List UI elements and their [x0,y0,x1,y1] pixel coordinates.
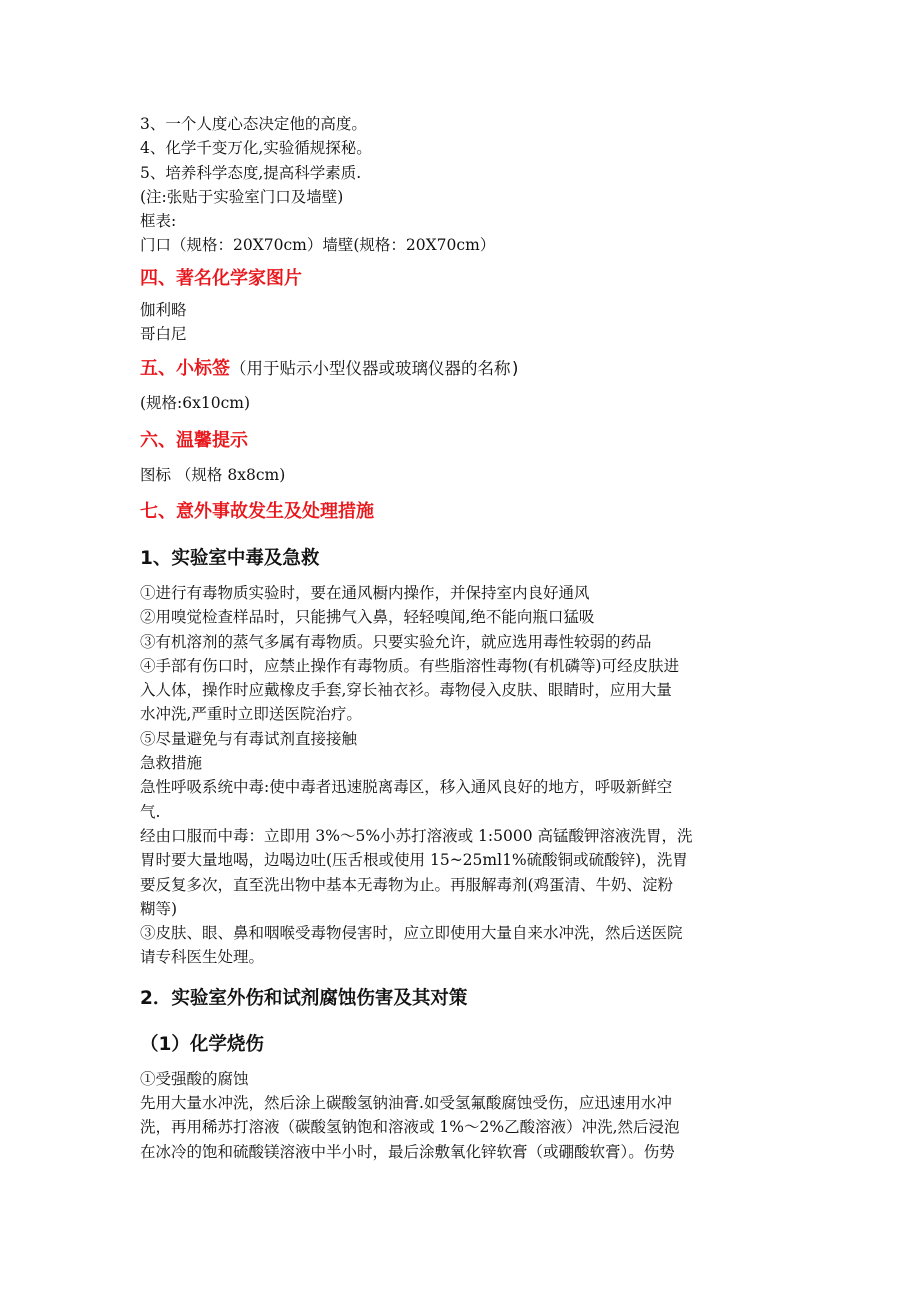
text-line: ②用嗅觉检查样品时，只能拂气入鼻，轻轻嗅闻,绝不能向瓶口猛吸 [140,608,595,627]
text-line: 经由口服而中毒：立即用 3%～5%小苏打溶液或 1:5000 高锰酸钾溶液洗胃，洗 [140,826,693,845]
text-line: 3、一个人度心态决定他的高度。 [140,115,367,133]
document-page [140,112,785,1164]
text-line: 急救措施 [140,754,203,773]
subsection-heading-2-1: （1）化学烧伤 [140,1033,264,1055]
text-line: 急性呼吸系统中毒:使中毒者迅速脱离毒区，移入通风良好的地方，呼吸新鲜空 [140,778,673,797]
text-line: 先用大量水冲洗，然后涂上碳酸氢钠油膏.如受氢氟酸腐蚀受伤，应迅速用水冲 [140,1094,672,1113]
text-line: 气. [140,802,161,821]
text-line: ③皮肤、眼、鼻和咽喉受毒物侵害时，应立即使用大量自来水冲洗，然后送医院 [140,924,683,943]
text-line: ⑤尽量避免与有毒试剂直接接触 [140,729,358,748]
text-line: 入人体，操作时应戴橡皮手套,穿长袖衣衫。毒物侵入皮肤、眼睛时，应用大量 [140,681,672,700]
section-heading-6: 六、温馨提示 [140,429,248,451]
text-line: 伽利略 [140,300,187,319]
text-line: ①受强酸的腐蚀 [140,1069,249,1088]
text-line: 请专科医生处理。 [140,948,265,967]
text-line: 在冰冷的饱和硫酸镁溶液中半小时，最后涂敷氧化锌软膏（或硼酸软膏）。伤势 [140,1142,675,1161]
text-line: 糊等) [140,899,178,918]
text-line: 框表: [140,212,177,231]
text-line: ①进行有毒物质实验时，要在通风橱内操作，并保持室内良好通风 [140,583,590,602]
section-heading-7: 七、意外事故发生及处理措施 [140,500,374,522]
subsection-heading-2: 2．实验室外伤和试剂腐蚀伤害及其对策 [140,987,468,1009]
text-line: (注:张贴于实验室门口及墙壁) [140,187,344,206]
section-title: 五、小标签 [140,358,230,380]
text-line: 哥白尼 [140,325,187,344]
text-line: 洗，再用稀苏打溶液（碳酸氢钠饱和溶液或 1%～2%乙酸溶液）冲洗,然后浸泡 [140,1118,680,1137]
text-line: ③有机溶剂的蒸气多属有毒物质。只要实验允许，就应选用毒性较弱的药品 [140,632,652,651]
text-line: ④手部有伤口时，应禁止操作有毒物质。有些脂溶性毒物(有机磷等)可经皮肤进 [140,656,680,675]
text-line: 门口（规格：20X70cm）墙壁(规格：20X70cm） [140,236,496,255]
subsection-heading-1: 1、实验室中毒及急救 [140,547,320,569]
text-line: (规格:6x10cm) [140,394,251,413]
text-line: 水冲洗,严重时立即送医院治疗。 [140,705,362,724]
text-line: 图标 （规格 8x8cm) [140,465,286,484]
section-heading-5 [140,356,785,382]
section-note: （用于贴示小型仪器或玻璃仪器的名称) [230,359,521,379]
text-line: 胃时要大量地喝，边喝边吐(压舌根或使用 15~25ml1%硫酸铜或硫酸锌)，洗胃 [140,851,688,870]
text-line: 4、化学千变万化,实验循规探秘。 [140,139,372,158]
text-line: 要反复多次，直至洗出物中基本无毒物为止。再服解毒剂(鸡蛋清、牛奶、淀粉 [140,875,674,894]
section-heading-4: 四、著名化学家图片 [140,267,302,289]
text-line: 5、培养科学态度,提高科学素质. [140,163,362,182]
